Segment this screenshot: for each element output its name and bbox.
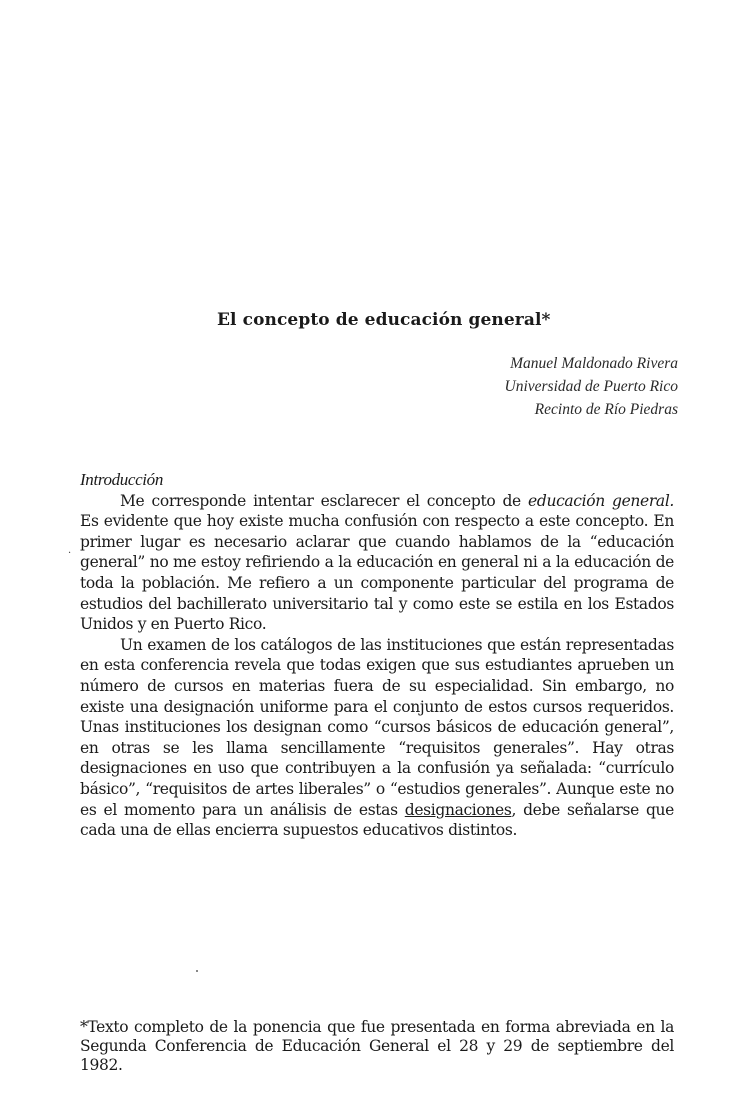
author-institution: Universidad de Puerto Rico [504,378,678,395]
article-body [80,470,674,841]
scan-artifact: · [68,548,72,559]
paragraph-2-underlined: designaciones [404,800,512,819]
paragraph-1-start: Me corresponde intentar esclarecer el concepto de [120,491,529,510]
author-block [505,352,678,421]
paragraph-1-emphasis: educación general. [528,491,674,510]
paragraph-2-rest: , debe señalarse que cada una de ellas encierra supuestos educativos distintos. [80,800,675,840]
paragraph-2-start: Un examen de los catálogos de las instituciones que están representadas en esta conferencia revela que todas exigen que sus estudiantes aprueben un número de cursos en materias fuera de su especialidad. Sin embargo, no existe una designación uniforme para el conjunto de estos cursos requeridos. Unas instituciones los designan como “cursos básicos de educación general”, en otras se les llama sencillamente “requisitos generales”. Hay otras designaciones en uso que contribuyen a la confusión ya señalada: “currículo básico”, “requisitos de artes liberales” o “estudios generales”. Aunque este no es el momento para un análisis de estas [80,635,674,819]
paragraph-1-rest: Es evidente que hoy existe mucha confusión con respecto a este concepto. En primer lugar es necesario aclarar que cuando hablamos de la “educación general” no me estoy refiriendo a la educación en general ni a la educación de toda la población. Me refiero a un componente particular del programa de estudios del bachillerato universitario tal y como este se estila en los Estados Unidos y en Puerto Rico. [80,512,674,634]
scan-artifact-dot [196,970,198,972]
article-title: El concepto de educación general* [217,310,551,330]
paragraph-1 [80,491,674,635]
author-name: Manuel Maldonado Rivera [510,355,678,372]
author-campus: Recinto de Río Piedras [534,401,678,418]
footnote: *Texto completo de la ponencia que fue presentada en forma abreviada en la Segunda Conferencia de Educación General el 28 y 29 de septiembre del 1982. [80,1018,674,1074]
section-heading: Introducción [80,470,163,489]
paragraph-2 [80,635,674,841]
